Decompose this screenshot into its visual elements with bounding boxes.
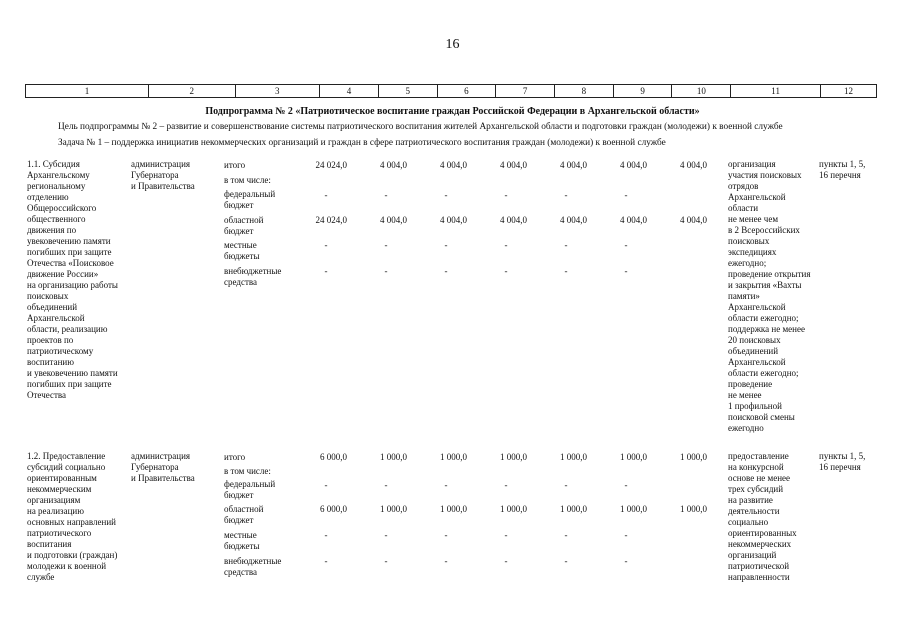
source-including: в том числе:: [224, 175, 271, 185]
value-cell: 1 000,0: [380, 504, 407, 514]
col-num-1: 1: [26, 85, 149, 98]
col-num-4: 4: [320, 85, 379, 98]
value-cell: 24 024,0: [315, 215, 347, 225]
value-cell: -: [324, 556, 328, 566]
value-cell: -: [384, 190, 388, 200]
value-cell: 1 000,0: [440, 452, 467, 462]
expected-result: предоставление на конкурсной основе не менее трех субсидий на развитие деятельности социально ориентированных некоммерческих организаций патриотической направленности: [728, 451, 797, 582]
value-cell: -: [444, 556, 448, 566]
page-number: 16: [445, 37, 460, 52]
value-cell: -: [504, 480, 508, 490]
value-cell: -: [444, 190, 448, 200]
col-num-8: 8: [554, 85, 613, 98]
value-cell: -: [504, 190, 508, 200]
value-cell: 6 000,0: [320, 504, 347, 514]
value-cell: 1 000,0: [500, 452, 527, 462]
value-cell: -: [444, 530, 448, 540]
value-cell: 4 004,0: [380, 160, 407, 170]
value-cell: -: [564, 556, 568, 566]
col-num-9: 9: [613, 85, 672, 98]
value-cell: 1 000,0: [440, 504, 467, 514]
indicator-link: пункты 1, 5, 16 перечня: [819, 451, 866, 472]
value-cell: 4 004,0: [680, 160, 707, 170]
value-cell: 4 004,0: [500, 215, 527, 225]
value-cell: -: [564, 190, 568, 200]
value-cell: -: [504, 530, 508, 540]
value-cell: -: [624, 556, 628, 566]
source-including: в том числе:: [224, 466, 271, 476]
value-cell: 4 004,0: [560, 215, 587, 225]
value-cell: 1 000,0: [620, 452, 647, 462]
value-cell: -: [444, 480, 448, 490]
value-cell: -: [444, 240, 448, 250]
value-cell: 6 000,0: [320, 452, 347, 462]
value-cell: -: [324, 190, 328, 200]
value-cell: -: [324, 240, 328, 250]
value-cell: 4 004,0: [380, 215, 407, 225]
value-cell: 4 004,0: [500, 160, 527, 170]
value-cell: -: [624, 266, 628, 276]
value-cell: -: [384, 266, 388, 276]
value-cell: -: [564, 480, 568, 490]
value-cell: -: [624, 190, 628, 200]
col-num-12: 12: [820, 85, 876, 98]
value-cell: 1 000,0: [680, 452, 707, 462]
value-cell: 1 000,0: [680, 504, 707, 514]
subprogram-goal: Цель подпрограммы № 2 – развитие и совершенствование системы патриотического воспитания жителей Архангельской области и подготовки граждан (молодежи) к военной службе: [58, 122, 783, 132]
value-cell: 4 004,0: [440, 160, 467, 170]
column-number-header: [25, 84, 877, 98]
value-cell: -: [444, 266, 448, 276]
source-local: местные бюджеты: [224, 530, 260, 551]
value-cell: -: [504, 240, 508, 250]
source-federal: федеральный бюджет: [224, 479, 276, 500]
value-cell: -: [324, 480, 328, 490]
value-cell: 4 004,0: [620, 215, 647, 225]
value-cell: 1 000,0: [620, 504, 647, 514]
value-cell: 4 004,0: [440, 215, 467, 225]
source-extrabudget: внебюджетные средства: [224, 556, 282, 577]
col-num-3: 3: [235, 85, 320, 98]
source-local: местные бюджеты: [224, 240, 260, 261]
value-cell: 24 024,0: [315, 160, 347, 170]
source-total: итого: [224, 452, 246, 462]
value-cell: -: [384, 556, 388, 566]
value-cell: -: [504, 556, 508, 566]
col-num-10: 10: [672, 85, 731, 98]
value-cell: 4 004,0: [560, 160, 587, 170]
source-regional: областной бюджет: [224, 504, 264, 525]
source-extrabudget: внебюджетные средства: [224, 266, 282, 287]
value-cell: -: [564, 266, 568, 276]
value-cell: -: [624, 240, 628, 250]
source-federal: федеральный бюджет: [224, 189, 276, 210]
value-cell: 4 004,0: [680, 215, 707, 225]
value-cell: -: [384, 240, 388, 250]
source-regional: областной бюджет: [224, 215, 264, 236]
col-num-7: 7: [496, 85, 555, 98]
col-num-11: 11: [731, 85, 821, 98]
executor: администрация Губернатора и Правительства: [131, 159, 195, 191]
value-cell: 1 000,0: [500, 504, 527, 514]
indicator-link: пункты 1, 5, 16 перечня: [819, 159, 866, 180]
executor: администрация Губернатора и Правительства: [131, 451, 195, 483]
source-total: итого: [224, 160, 246, 170]
col-num-6: 6: [437, 85, 496, 98]
value-cell: 4 004,0: [620, 160, 647, 170]
value-cell: -: [504, 266, 508, 276]
value-cell: 1 000,0: [560, 504, 587, 514]
col-num-5: 5: [378, 85, 437, 98]
subprogram-task: Задача № 1 – поддержка инициатив некоммерческих организаций и граждан в сфере патриотического воспитания граждан (молодежи) к военной службе: [58, 138, 666, 148]
value-cell: -: [564, 530, 568, 540]
expected-result: организация участия поисковых отрядов Архангельской области не менее чем в 2 Всероссийских поисковых экспедициях ежегодно; проведение открытия и закрытия «Вахты памяти» Архангельской области ежегодно; поддержка не менее 20 поисковых объединений Архангельской области ежегодно; проведение не менее 1 профильной поисковой смены ежегодно: [728, 159, 811, 433]
measure-name: 1.2. Предоставление субсидий социально ориентированным некоммерческим организациям на реализацию основных направлений патриотического воспитания и подготовки (граждан) молодежи к военной службе: [27, 451, 118, 582]
value-cell: 1 000,0: [560, 452, 587, 462]
value-cell: -: [384, 530, 388, 540]
subprogram-title: Подпрограмма № 2 «Патриотическое воспитание граждан Российской Федерации в Архангельской области»: [205, 106, 700, 117]
value-cell: -: [324, 266, 328, 276]
value-cell: -: [324, 530, 328, 540]
value-cell: -: [624, 530, 628, 540]
value-cell: -: [564, 240, 568, 250]
value-cell: -: [624, 480, 628, 490]
value-cell: 1 000,0: [380, 452, 407, 462]
value-cell: -: [384, 480, 388, 490]
col-num-2: 2: [148, 85, 235, 98]
measure-name: 1.1. Субсидия Архангельскому региональному отделению Общероссийского общественного движения по увековечению памяти погибших при защите Отечества «Поисковое движение России» на организацию работы поисковых объединений Архангельской области, реализацию проектов по патриотическому воспитанию и увековечению памяти погибших при защите Отечества: [27, 159, 118, 400]
